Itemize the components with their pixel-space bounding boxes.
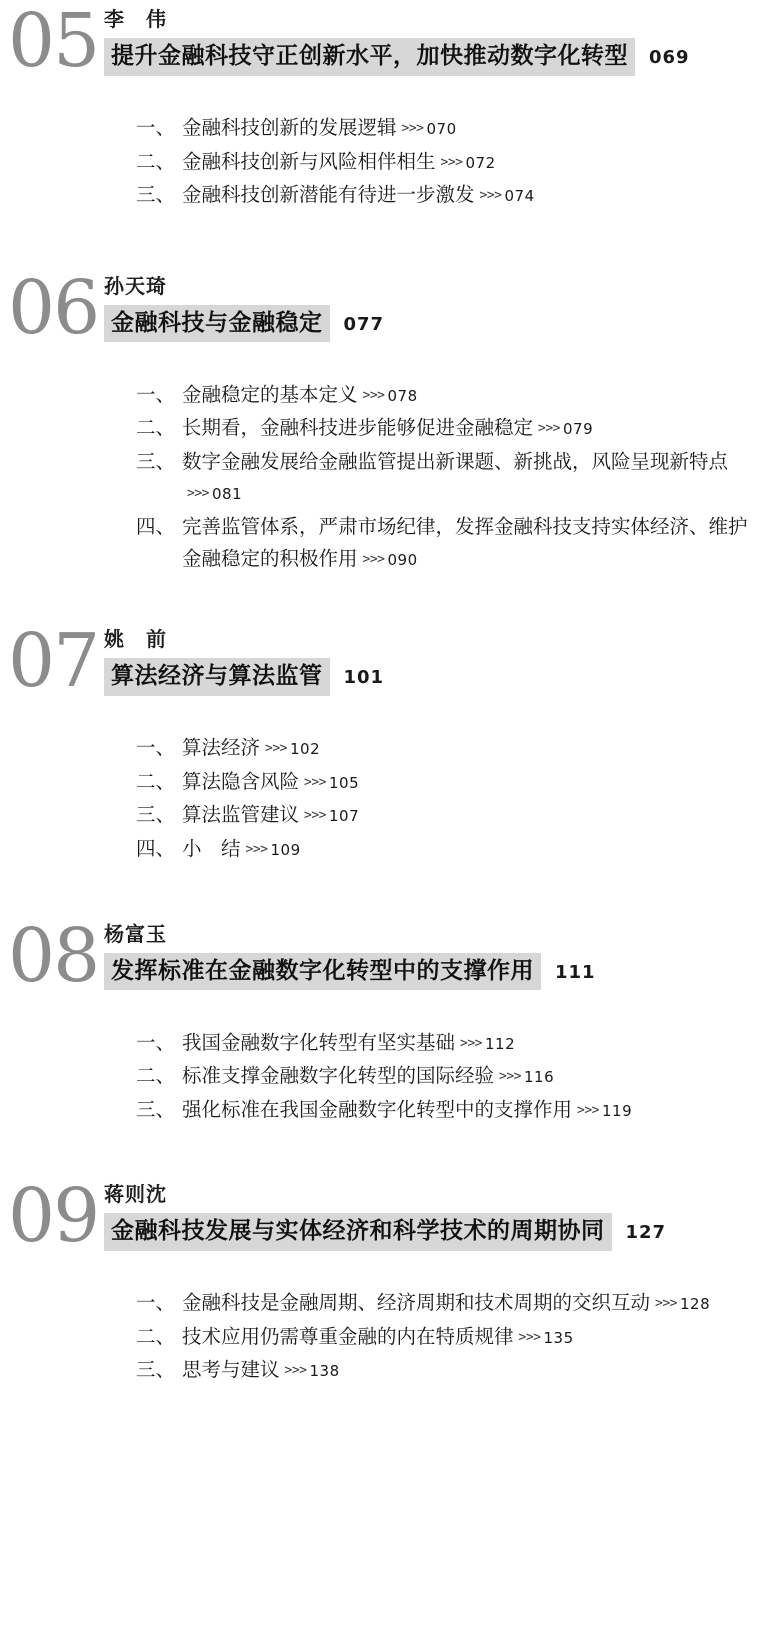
section-title: 强化标准在我国金融数字化转型中的支撑作用	[182, 1097, 573, 1121]
chapter-page-number: 101	[343, 667, 385, 689]
section-title: 技术应用仍需尊重金融的内在特质规律	[182, 1324, 514, 1348]
section-page-number: 119	[602, 1101, 633, 1120]
section-marker: 三、	[136, 449, 176, 473]
list-item[interactable]	[136, 799, 758, 831]
list-item[interactable]	[136, 112, 758, 144]
chapter-title[interactable]: 提升金融科技守正创新水平，加快推动数字化转型	[104, 38, 635, 76]
leader-dots: >>>	[362, 387, 385, 403]
section-title: 我国金融数字化转型有坚实基础	[182, 1030, 456, 1054]
chapter-page-number: 077	[343, 313, 385, 335]
list-item[interactable]	[136, 446, 758, 509]
chapter-page-number: 111	[555, 961, 596, 983]
section-marker: 二、	[136, 769, 176, 793]
chapter-title[interactable]: 发挥标准在金融数字化转型中的支撑作用	[104, 953, 541, 991]
section-marker: 二、	[136, 416, 176, 440]
leader-dots: >>>	[187, 486, 209, 502]
toc-entry	[0, 0, 758, 211]
section-title: 金融科技创新潜能有待进一步激发	[182, 183, 475, 207]
chapter-title[interactable]: 金融科技与金融稳定	[104, 305, 330, 343]
list-item[interactable]	[136, 1027, 758, 1059]
chapter-number: 05	[8, 0, 99, 84]
section-page-number: 072	[465, 153, 496, 172]
section-marker: 四、	[136, 515, 176, 539]
list-item[interactable]	[136, 179, 758, 211]
leader-dots: >>>	[655, 1296, 677, 1312]
list-item[interactable]	[136, 1354, 758, 1386]
section-list	[136, 732, 758, 864]
section-page-number: 138	[309, 1362, 340, 1381]
section-page-number: 109	[270, 840, 301, 859]
list-item[interactable]	[136, 511, 758, 574]
leader-dots: >>>	[479, 188, 502, 204]
section-marker: 一、	[136, 1030, 176, 1054]
section-marker: 一、	[136, 1291, 176, 1315]
section-marker: 一、	[136, 116, 176, 139]
section-marker: 四、	[136, 836, 176, 860]
section-marker: 一、	[136, 736, 176, 760]
section-title: 金融科技创新的发展逻辑	[182, 116, 397, 139]
toc-entry	[0, 912, 758, 1126]
chapter-author: 杨富玉	[104, 921, 167, 946]
chapter-author: 李 伟	[104, 7, 167, 31]
chapter-author: 蒋则沈	[104, 1182, 167, 1207]
list-item[interactable]	[136, 1287, 758, 1319]
section-page-number: 070	[426, 120, 457, 138]
section-page-number: 105	[329, 773, 360, 792]
list-item[interactable]	[136, 379, 758, 411]
leader-dots: >>>	[538, 421, 560, 437]
section-marker: 二、	[136, 1324, 176, 1348]
list-item[interactable]	[136, 766, 758, 798]
section-title: 算法隐含风险	[182, 769, 300, 793]
section-page-number: 081	[211, 485, 243, 504]
leader-dots: >>>	[518, 1329, 541, 1345]
section-title: 小 结	[182, 836, 241, 860]
section-marker: 一、	[136, 382, 176, 406]
section-page-number: 112	[485, 1034, 516, 1053]
section-marker: 三、	[136, 1097, 176, 1121]
toc-entry	[0, 264, 758, 574]
chapter-number: 06	[8, 264, 99, 351]
section-marker: 三、	[136, 1358, 176, 1382]
section-page-number: 128	[680, 1295, 711, 1314]
chapter-title[interactable]: 金融科技发展与实体经济和科学技术的周期协同	[104, 1213, 612, 1251]
section-marker: 二、	[136, 1064, 176, 1088]
section-page-number: 079	[563, 420, 594, 439]
section-page-number: 102	[290, 740, 321, 759]
section-title: 算法经济	[182, 736, 261, 760]
leader-dots: >>>	[304, 808, 326, 824]
section-marker: 三、	[136, 803, 176, 827]
leader-dots: >>>	[460, 1035, 482, 1051]
list-item[interactable]	[136, 732, 758, 764]
leader-dots: >>>	[304, 774, 326, 790]
toc-entry	[0, 618, 758, 864]
section-title: 数字金融发展给金融监管提出新课题、新挑战，风险呈现新特点	[182, 449, 729, 473]
section-page-number: 135	[543, 1328, 574, 1347]
section-title: 完善监管体系，严肃市场纪律，发挥金融科技支持实体经济、维护金融稳定的积极作用	[182, 515, 748, 570]
section-marker: 二、	[136, 149, 176, 173]
toc-entry-header	[0, 264, 758, 367]
section-title: 算法监管建议	[182, 803, 300, 827]
section-title: 金融稳定的基本定义	[182, 382, 358, 406]
toc-entry	[0, 1173, 758, 1386]
leader-dots: >>>	[401, 121, 424, 136]
chapter-author: 姚 前	[104, 627, 167, 652]
leader-dots: >>>	[440, 154, 463, 170]
section-list	[136, 112, 758, 211]
chapter-number: 08	[8, 912, 99, 999]
leader-dots: >>>	[499, 1069, 521, 1085]
section-list	[136, 1287, 758, 1386]
leader-dots: >>>	[265, 741, 287, 757]
leader-dots: >>>	[577, 1102, 599, 1118]
section-list	[136, 1027, 758, 1126]
leader-dots: >>>	[284, 1363, 307, 1379]
section-title: 标准支撑金融数字化转型的国际经验	[182, 1064, 495, 1088]
list-item[interactable]	[136, 1094, 758, 1126]
chapter-title[interactable]: 算法经济与算法监管	[104, 658, 330, 696]
section-title: 长期看，金融科技进步能够促进金融稳定	[182, 416, 534, 440]
list-item[interactable]	[136, 146, 758, 178]
section-page-number: 074	[504, 187, 535, 206]
toc-entry-header	[0, 912, 758, 1015]
section-title: 金融科技创新与风险相伴相生	[182, 149, 436, 173]
list-item[interactable]	[136, 1321, 758, 1353]
list-item[interactable]	[136, 412, 758, 444]
toc-entry-header	[0, 618, 758, 720]
leader-dots: >>>	[245, 841, 268, 857]
list-item[interactable]	[136, 1060, 758, 1092]
toc-entry-header	[0, 1173, 758, 1275]
chapter-page-number: 069	[649, 47, 690, 68]
section-page-number: 078	[387, 386, 418, 405]
chapter-number: 07	[8, 618, 99, 705]
leader-dots: >>>	[362, 551, 385, 567]
section-page-number: 116	[524, 1068, 555, 1087]
section-title: 思考与建议	[182, 1358, 280, 1382]
section-list	[136, 379, 758, 574]
section-page-number: 107	[329, 807, 360, 826]
chapter-page-number: 127	[625, 1222, 667, 1244]
section-title: 金融科技是金融周期、经济周期和技术周期的交织互动	[182, 1291, 651, 1315]
toc-entry-header	[0, 0, 758, 100]
chapter-author: 孙天琦	[104, 273, 167, 298]
section-page-number: 090	[387, 550, 418, 569]
section-marker: 三、	[136, 183, 176, 207]
list-item[interactable]	[136, 833, 758, 865]
chapter-number: 09	[8, 1173, 99, 1260]
